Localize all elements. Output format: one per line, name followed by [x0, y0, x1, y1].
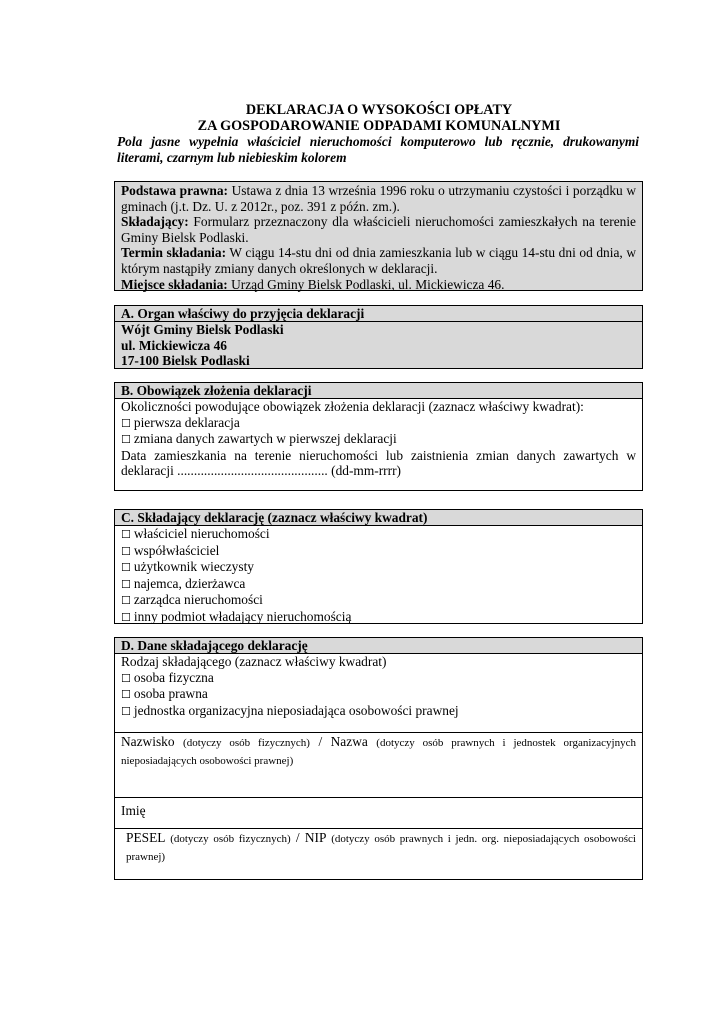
option-manager[interactable]: ☐ zarządca nieruchomości [121, 592, 263, 608]
checkbox-empty-icon[interactable]: ☐ [121, 610, 131, 624]
checkbox-empty-icon[interactable]: ☐ [121, 577, 131, 591]
residence-date-field[interactable]: Data zamieszkania na terenie nieruchomości lub zaistnienia zmian danych zawartych w deklaracji ............................................. (dd-mm-rrrr) [121, 447, 636, 479]
deadline-label: Termin składania: [121, 245, 227, 261]
option-tenant[interactable]: ☐ najemca, dzierżawca [121, 575, 246, 591]
deadline-text: W ciągu 14-stu dni od dnia zamieszkania lub w ciągu 14-stu dni od dnia, w którym nastąpiły zmiany danych określonych w deklaracji. [121, 245, 637, 276]
organ-city: 17-100 Bielsk Podlaski [121, 353, 250, 369]
option-natural-person[interactable]: ☐ osoba fizyczna [121, 669, 214, 685]
checkbox-empty-icon[interactable]: ☐ [121, 544, 131, 558]
section-d-prompt: Rodzaj składającego (zaznacz właściwy kwadrat) [121, 654, 387, 669]
basis-text: Ustawa z dnia 13 września 1996 roku o utrzymaniu czystości i porządku w gminach (j.t. Dz. U. z 2012r., poz. 391 z późn. zm.). [121, 183, 637, 214]
place-text: Urząd Gminy Bielsk Podlaski, ul. Mickiewicza 46. [231, 276, 505, 292]
section-a [114, 305, 643, 369]
organ-name: Wójt Gminy Bielsk Podlaski [121, 322, 284, 337]
basis-label: Podstawa prawna: [121, 183, 228, 198]
option-legal-person[interactable]: ☐ osoba prawna [121, 686, 208, 702]
section-d-heading: D. Dane składającego deklarację [115, 638, 642, 654]
option-other-entity[interactable]: ☐ inny podmiot władający nieruchomością [121, 608, 352, 624]
checkbox-empty-icon[interactable]: ☐ [121, 528, 131, 541]
checkbox-empty-icon[interactable]: ☐ [121, 671, 131, 685]
option-owner[interactable]: ☐ właściciel nieruchomości [121, 526, 270, 541]
title-line-1: DEKLARACJA O WYSOKOŚCI OPŁATY [245, 102, 513, 118]
section-c [114, 509, 643, 624]
section-b [114, 382, 643, 491]
section-a-heading: A. Organ właściwy do przyjęcia deklaracji [115, 306, 642, 322]
organ-street: ul. Mickiewicza 46 [121, 337, 227, 353]
checkbox-empty-icon[interactable]: ☐ [121, 561, 131, 575]
checkbox-empty-icon[interactable]: ☐ [121, 433, 131, 447]
section-b-prompt: Okoliczności powodujące obowiązek złożenia deklaracji (zaznacz właściwy kwadrat): [121, 399, 584, 414]
checkbox-empty-icon[interactable]: ☐ [121, 688, 131, 702]
place-label: Miejsce składania: [121, 276, 228, 292]
document-title [114, 102, 644, 134]
first-name-field[interactable]: Imię [115, 797, 642, 828]
option-first-declaration[interactable]: ☐ pierwsza deklaracja [121, 414, 240, 430]
checkbox-empty-icon[interactable]: ☐ [121, 416, 131, 430]
surname-name-field[interactable]: Nazwisko (dotyczy osób fizycznych) / Nazwa (dotyczy osób prawnych i jednostek organizacyjnych nieposiadających osobowości prawnej) [115, 732, 642, 797]
pesel-nip-field[interactable]: PESEL (dotyczy osób fizycznych) / NIP (dotyczy osób prawnych i jedn. org. nieposiadających osobowości prawnej) [115, 828, 642, 881]
option-co-owner[interactable]: ☐ współwłaściciel [121, 542, 220, 558]
checkbox-empty-icon[interactable]: ☐ [121, 704, 131, 718]
option-perpetual-user[interactable]: ☐ użytkownik wieczysty [121, 559, 254, 575]
checkbox-empty-icon[interactable]: ☐ [121, 594, 131, 608]
legal-info-box [114, 181, 643, 291]
section-d [114, 637, 643, 880]
section-b-heading: B. Obowiązek złożenia deklaracji [115, 383, 642, 399]
section-c-heading: C. Składający deklarację (zaznacz właściwy kwadrat) [115, 510, 642, 526]
title-line-2: ZA GOSPODAROWANIE ODPADAMI KOMUNALNYMI [197, 118, 561, 134]
fill-instructions: Pola jasne wypełnia właściciel nieruchomości komputerowo lub ręcznie, drukowanymi literami, czarnym lub niebieskim kolorem [117, 134, 639, 165]
submitter-text: Formularz przeznaczony dla właścicieli nieruchomości zamieszkałych na terenie Gminy Bielsk Podlaski. [121, 214, 636, 245]
option-org-unit[interactable]: ☐ jednostka organizacyjna nieposiadająca osobowości prawnej [121, 702, 459, 718]
submitter-label: Składający: [121, 214, 189, 230]
option-data-change[interactable]: ☐ zmiana danych zawartych w pierwszej deklaracji [121, 431, 397, 447]
